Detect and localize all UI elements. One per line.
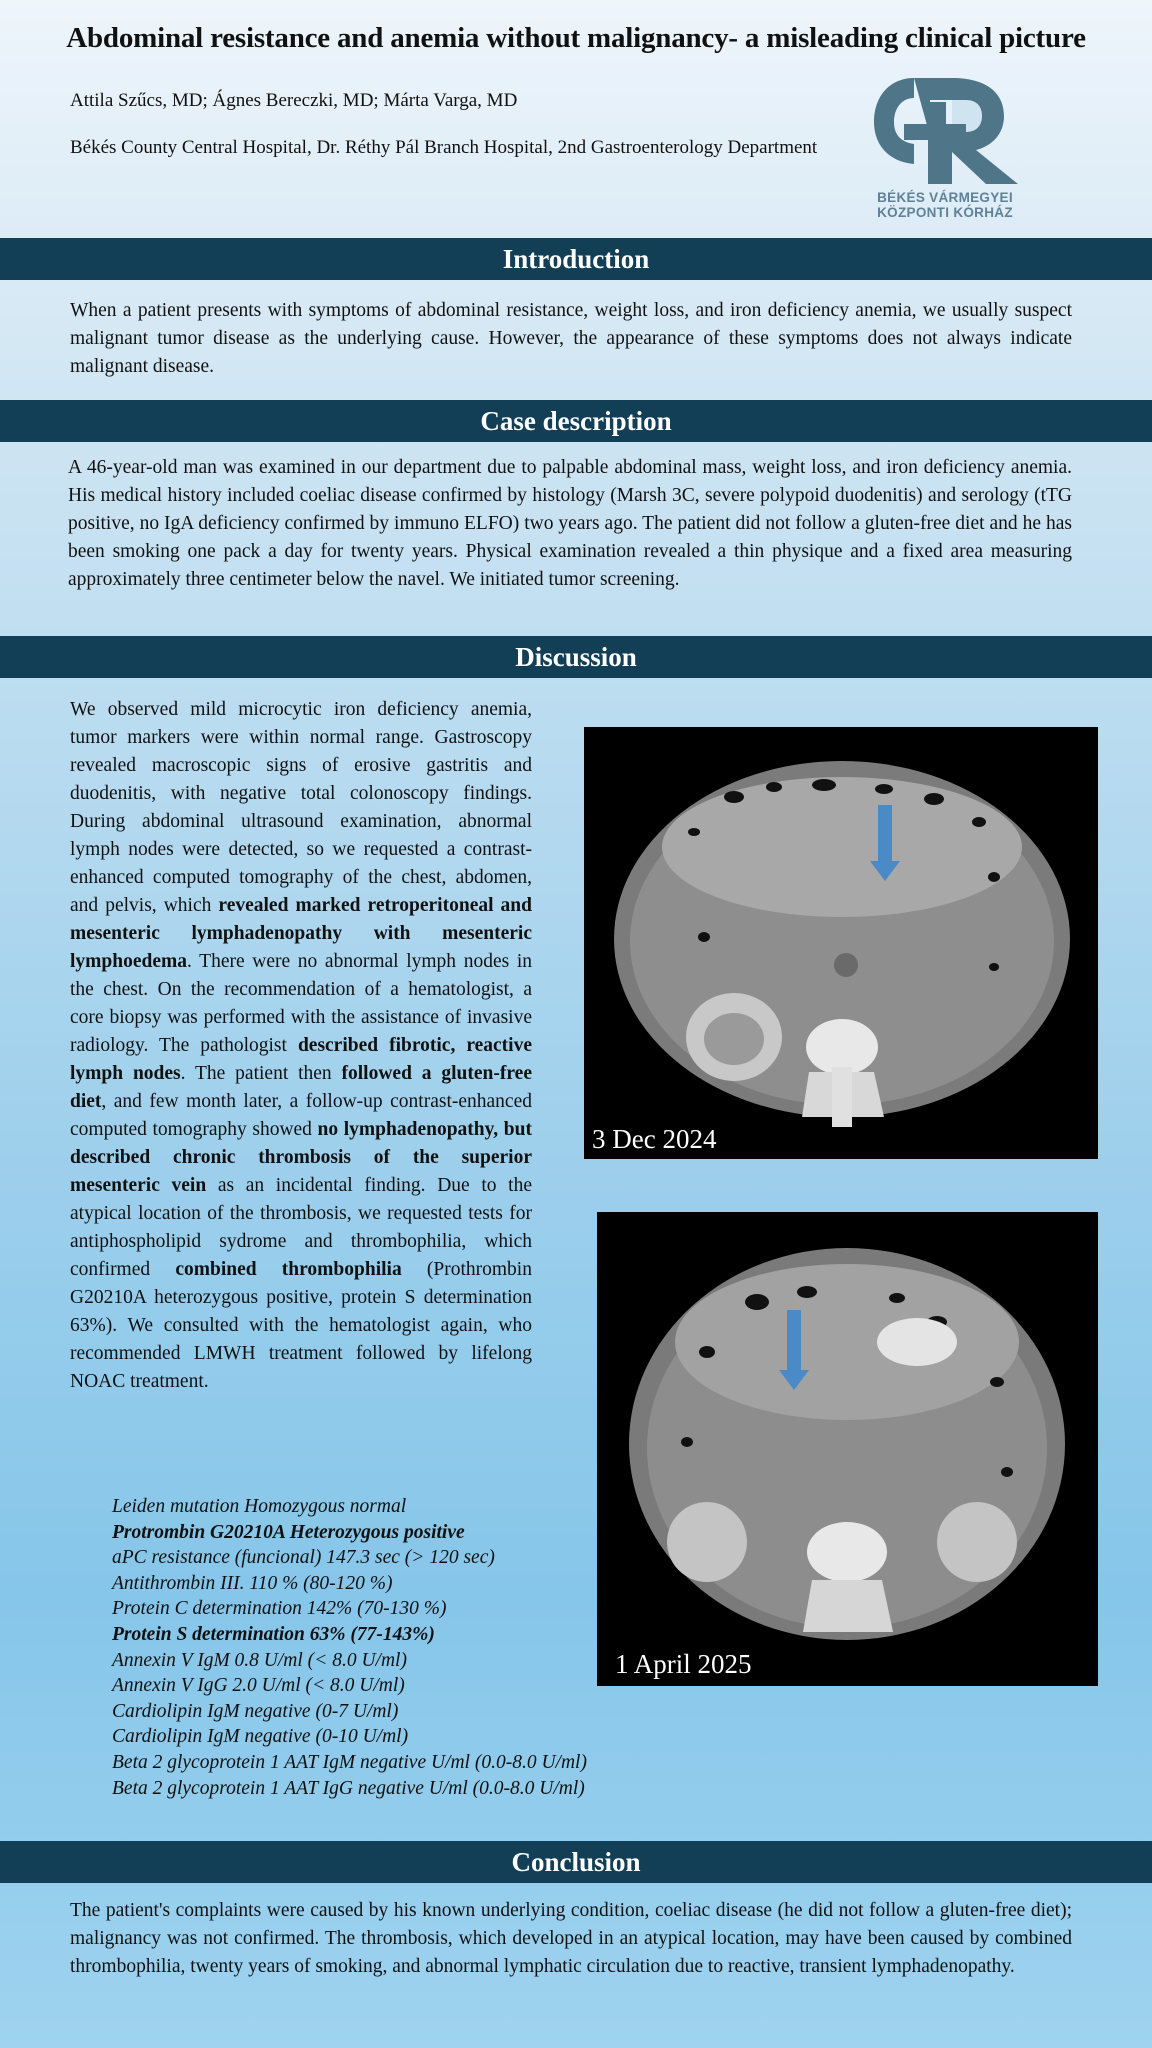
discussion-heading: Discussion bbox=[0, 636, 1152, 678]
ct-scan-december bbox=[584, 727, 1098, 1159]
lab-result-item: Beta 2 glycoprotein 1 AAT IgG negative U/ml (0.0-8.0 U/ml) bbox=[112, 1777, 585, 1799]
affiliation: Békés County Central Hospital, Dr. Réthy Pál Branch Hospital, 2nd Gastroenterology Department bbox=[70, 137, 818, 158]
conclusion-heading: Conclusion bbox=[0, 1841, 1152, 1883]
lab-result-item: Annexin V IgM 0.8 U/ml (< 8.0 U/ml) bbox=[112, 1649, 407, 1671]
discussion-segment: , and few month later, a follow-up contrast-enhanced computed tomography showed bbox=[70, 1091, 532, 1140]
lab-result-item: Antithrombin III. 110 % (80-120 %) bbox=[112, 1572, 393, 1594]
ct-date-2: 1 April 2025 bbox=[609, 1649, 758, 1680]
discussion-segment: described fibrotic, reactive lymph nodes bbox=[70, 1035, 532, 1084]
ct-date-1: 3 Dec 2024 bbox=[586, 1124, 722, 1155]
discussion-segment: followed a gluten-free diet bbox=[70, 1063, 532, 1112]
lab-result-item: Cardiolipin IgM negative (0-10 U/ml) bbox=[112, 1726, 409, 1748]
discussion-segment: combined thrombophilia bbox=[175, 1259, 402, 1280]
lab-result-item: aPC resistance (funcional) 147.3 sec (> 120 sec) bbox=[112, 1547, 495, 1569]
hospital-logo bbox=[870, 72, 1020, 232]
case-heading: Case description bbox=[0, 400, 1152, 442]
discussion-segment: (Prothrombin G20210A heterozygous positive, protein S determination 63%). We consulted with the hematologist again, who recommended LMWH treatment followed by lifelong NOAC treatment. bbox=[70, 1259, 532, 1392]
discussion-segment: We observed mild microcytic iron deficiency anemia, tumor markers were within normal range. Gastroscopy revealed macroscopic signs of erosive gastritis and duodenitis, with negative total colonoscopy findings. During abdominal ultrasound examination, abnormal lymph nodes were detected, so we requested a contrast-enhanced computed tomography of the chest, abdomen, and pelvis, which bbox=[70, 699, 532, 916]
authors: Attila Szűcs, MD; Ágnes Bereczki, MD; Márta Varga, MD bbox=[70, 90, 518, 111]
introduction-text: When a patient presents with symptoms of abdominal resistance, weight loss, and iron deficiency anemia, we usually suspect malignant tumor disease as the underlying cause. However, the appearance of these symptoms does not always indicate malignant disease. bbox=[70, 300, 1072, 377]
discussion-segment: revealed marked retroperitoneal and mesenteric lymphadenopathy with mesenteric lymphoedema bbox=[70, 895, 532, 972]
case-text: A 46-year-old man was examined in our department due to palpable abdominal mass, weight loss, and iron deficiency anemia. His medical history included coeliac disease confirmed by histology (Marsh 3C, severe polypoid duodenitis) and serology (tTG positive, no IgA deficiency confirmed by immuno ELFO) two years ago. The patient did not follow a gluten-free diet and he has been smoking one pack a day for twenty years. Physical examination revealed a thin physique and a fixed area measuring approximately three centimeter below the navel. We initiated tumor screening. bbox=[68, 457, 1072, 590]
lab-result-item: Protein C determination 142% (70-130 %) bbox=[112, 1598, 447, 1620]
poster-title: Abdominal resistance and anemia without malignancy- a misleading clinical picture bbox=[66, 22, 1086, 54]
lab-result-item: Beta 2 glycoprotein 1 AAT IgM negative U/ml (0.0-8.0 U/ml) bbox=[112, 1751, 587, 1773]
conclusion-text: The patient's complaints were caused by his known underlying condition, coeliac disease (he did not follow a gluten-free diet); malignancy was not confirmed. The thrombosis, which developed in an atypical location, may have been caused by combined thrombophilia, twenty years of smoking, and abnormal lymphatic circulation due to reactive, transient lymphadenopathy. bbox=[70, 1900, 1072, 1977]
discussion-text bbox=[70, 696, 532, 1396]
logo-line-1: BÉKÉS VÁRMEGYEI bbox=[877, 190, 1013, 205]
hospital-logo-mark bbox=[870, 72, 1020, 184]
lab-result-item: Cardiolipin IgM negative (0-7 U/ml) bbox=[112, 1700, 399, 1722]
lab-result-item: Leiden mutation Homozygous normal bbox=[112, 1496, 407, 1517]
lab-result-item: Protein S determination 63% (77-143%) bbox=[112, 1623, 435, 1645]
discussion-segment: . There were no abnormal lymph nodes in the chest. On the recommendation of a hematologist, a core biopsy was performed with the assistance of invasive radiology. The pathologist bbox=[70, 951, 532, 1056]
discussion-segment: . The patient then bbox=[180, 1063, 342, 1084]
lab-results-list bbox=[112, 1494, 587, 1801]
discussion-segment: as an incidental finding. Due to the atypical location of the thrombosis, we requested tests for antiphospholipid sydrome and thrombophilia, which confirmed bbox=[70, 1175, 532, 1280]
ct-scan-april bbox=[597, 1212, 1098, 1686]
discussion-segment: no lymphadenopathy, but described chronic thrombosis of the superior mesenteric vein bbox=[70, 1119, 532, 1196]
logo-line-2: KÖZPONTI KÓRHÁZ bbox=[877, 205, 1013, 220]
lab-result-item: Annexin V IgG 2.0 U/ml (< 8.0 U/ml) bbox=[112, 1675, 405, 1697]
introduction-heading: Introduction bbox=[0, 238, 1152, 280]
lab-result-item: Protrombin G20210A Heterozygous positive bbox=[112, 1521, 465, 1543]
